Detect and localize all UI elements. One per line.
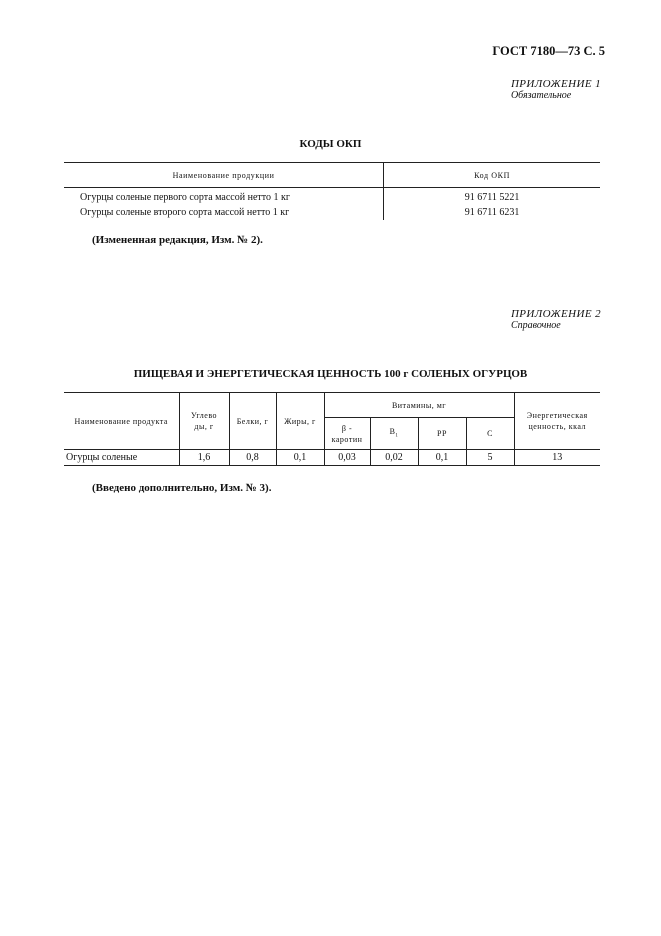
col-carbohydrates [179,393,229,450]
okp-col-code: Код ОКП [384,163,600,188]
okp-table-title: КОДЫ ОКП [299,138,362,150]
appendix-2-label [511,308,601,332]
cell-energy: 13 [514,450,600,466]
col-beta-line2: каротин [331,434,363,444]
col-beta-carotene [324,418,370,450]
col-energy-line2: ценность, ккал [528,422,587,431]
col-energy-line1: Энергетическая [526,411,588,420]
col-carbohydrates-line2: ды, г [194,422,214,431]
appendix-2-subtitle: Справочное [510,320,561,331]
appendix-1-label [511,78,601,102]
okp-row-2-code: 91 6711 6231 [464,207,520,218]
col-vitamin-b1 [370,418,418,450]
col-vitamin-pp: РР [418,418,466,450]
appendix-1-subtitle: Обязательное [510,90,572,101]
appendix-2-title: ПРИЛОЖЕНИЕ 2 [510,308,601,320]
okp-row-1-code: 91 6711 5221 [464,192,520,203]
col-carbohydrates-line1: Углево [190,411,218,420]
amendment-note-3: (Введено дополнительно, Изм. № 3). [92,482,272,494]
table-row [64,188,600,206]
table-row [64,205,600,220]
okp-row-2-name: Огурцы соленые второго сорта массой нетто 1 кг [64,205,384,220]
cell-product: Огурцы соленые [64,450,179,466]
col-b1-subscript: 1 [395,433,399,439]
cell-vitamin-pp: 0,1 [418,450,466,466]
cell-beta-carotene: 0,03 [324,450,370,466]
cell-carbohydrates: 1,6 [179,450,229,466]
nutrition-table [64,392,600,466]
col-b1-letter: В [389,426,396,436]
col-energy-value [514,393,600,450]
nutrition-header-row-1 [64,393,600,418]
col-vitamins: Витамины, мг [324,393,514,418]
cell-fats: 0,1 [276,450,324,466]
page-header: ГОСТ 7180—73 С. 5 [492,44,605,58]
cell-proteins: 0,8 [229,450,276,466]
col-vitamin-c: С [466,418,514,450]
okp-table-header-row [64,163,600,188]
okp-row-1-name: Огурцы соленые первого сорта массой нетто 1 кг [64,188,384,206]
col-fats: Жиры, г [276,393,324,450]
col-product-name: Наименование продукта [64,393,179,450]
cell-vitamin-b1: 0,02 [370,450,418,466]
okp-codes-table [64,162,600,220]
amendment-note-2: (Измененная редакция, Изм. № 2). [92,234,263,246]
col-proteins: Белки, г [229,393,276,450]
nutrition-table-title: ПИЩЕВАЯ И ЭНЕРГЕТИЧЕСКАЯ ЦЕННОСТЬ 100 г СОЛЕНЫХ ОГУРЦОВ [133,368,528,380]
appendix-1-title: ПРИЛОЖЕНИЕ 1 [510,78,601,90]
cell-vitamin-c: 5 [466,450,514,466]
okp-col-product-name: Наименование продукции [64,163,384,188]
col-beta-line1: β - [341,423,353,433]
table-row [64,450,600,466]
